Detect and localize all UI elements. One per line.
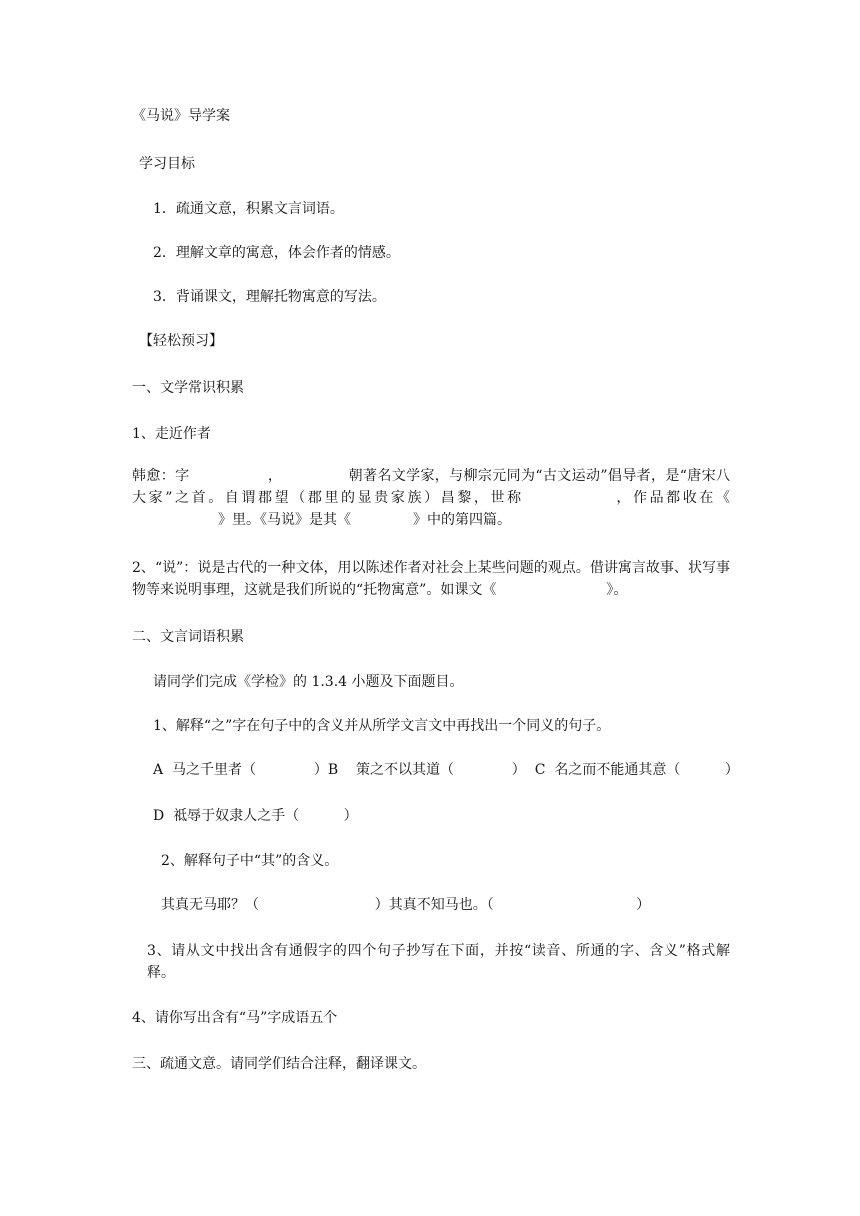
goal-item-2: 2．理解文章的寓意，体会作者的情感。 (153, 245, 400, 261)
author-text-d: ，作品都收在《 (613, 490, 731, 506)
section-2-heading: 二、文言词语积累 (132, 629, 244, 645)
preview-heading: 【轻松预习】 (139, 333, 223, 349)
author-text-e: 》里。《马说》是其《 (218, 512, 351, 528)
author-text-c: 朝著名文学家，与柳宗元同为“古文运动”倡导者，是“唐宋八大家”之首。自谓郡望（郡里的显贵家族）昌黎，世称 (132, 468, 731, 506)
question-1-option-d: D 祗辱于奴隶人之手（ ） (153, 808, 358, 824)
goal-item-3: 3．背诵课文，理解托物寓意的写法。 (153, 289, 386, 305)
task-instruction: 请同学们完成《学检》的 1.3.4 小题及下面题目。 (153, 674, 464, 690)
section-1-item-1: 1、走近作者 (132, 426, 211, 442)
question-3: 3、请从文中找出含有通假字的四个句子抄写在下面，并按“读音、所通的字、含义”格式解释。 (147, 943, 730, 981)
shuo-text-a: 2、“说”：说是古代的一种文体，用以陈述作者对社会上某些问题的观点。借讲寓言故事、状写事物等来说明事理，这就是我们所说的“托物寓意”。如课文《 (132, 560, 730, 598)
question-2: 2、解释句子中“其”的含义。 (161, 853, 339, 869)
author-text-b: ， (267, 468, 283, 484)
question-1-options-abc: A 马之千里者（ ）B 策之不以其道（ ） C 名之而不能通其意（ ） (153, 762, 739, 778)
shuo-paragraph (132, 557, 730, 601)
goal-item-1: 1．疏通文意，积累文言词语。 (153, 201, 344, 217)
author-paragraph (132, 465, 730, 531)
author-text-a: 韩愈：字 (132, 468, 190, 484)
doc-title: 《马说》导学案 (132, 108, 230, 124)
question-2-items: 其真无马耶？（ ）其真不知马也。（ ） (161, 897, 651, 913)
question-4: 4、请你写出含有“马”字成语五个 (132, 1010, 338, 1026)
section-3-heading: 三、疏通文意。请同学们结合注释，翻译课文。 (132, 1056, 426, 1072)
section-1-heading: 一、文学常识积累 (132, 380, 244, 396)
goals-heading: 学习目标 (139, 156, 195, 172)
shuo-text-b: 》。 (606, 582, 628, 598)
author-text-f: 》中的第四篇。 (413, 512, 511, 528)
question-1: 1、解释“之”字在句子中的含义并从所学文言文中再找出一个同义的句子。 (153, 718, 611, 734)
